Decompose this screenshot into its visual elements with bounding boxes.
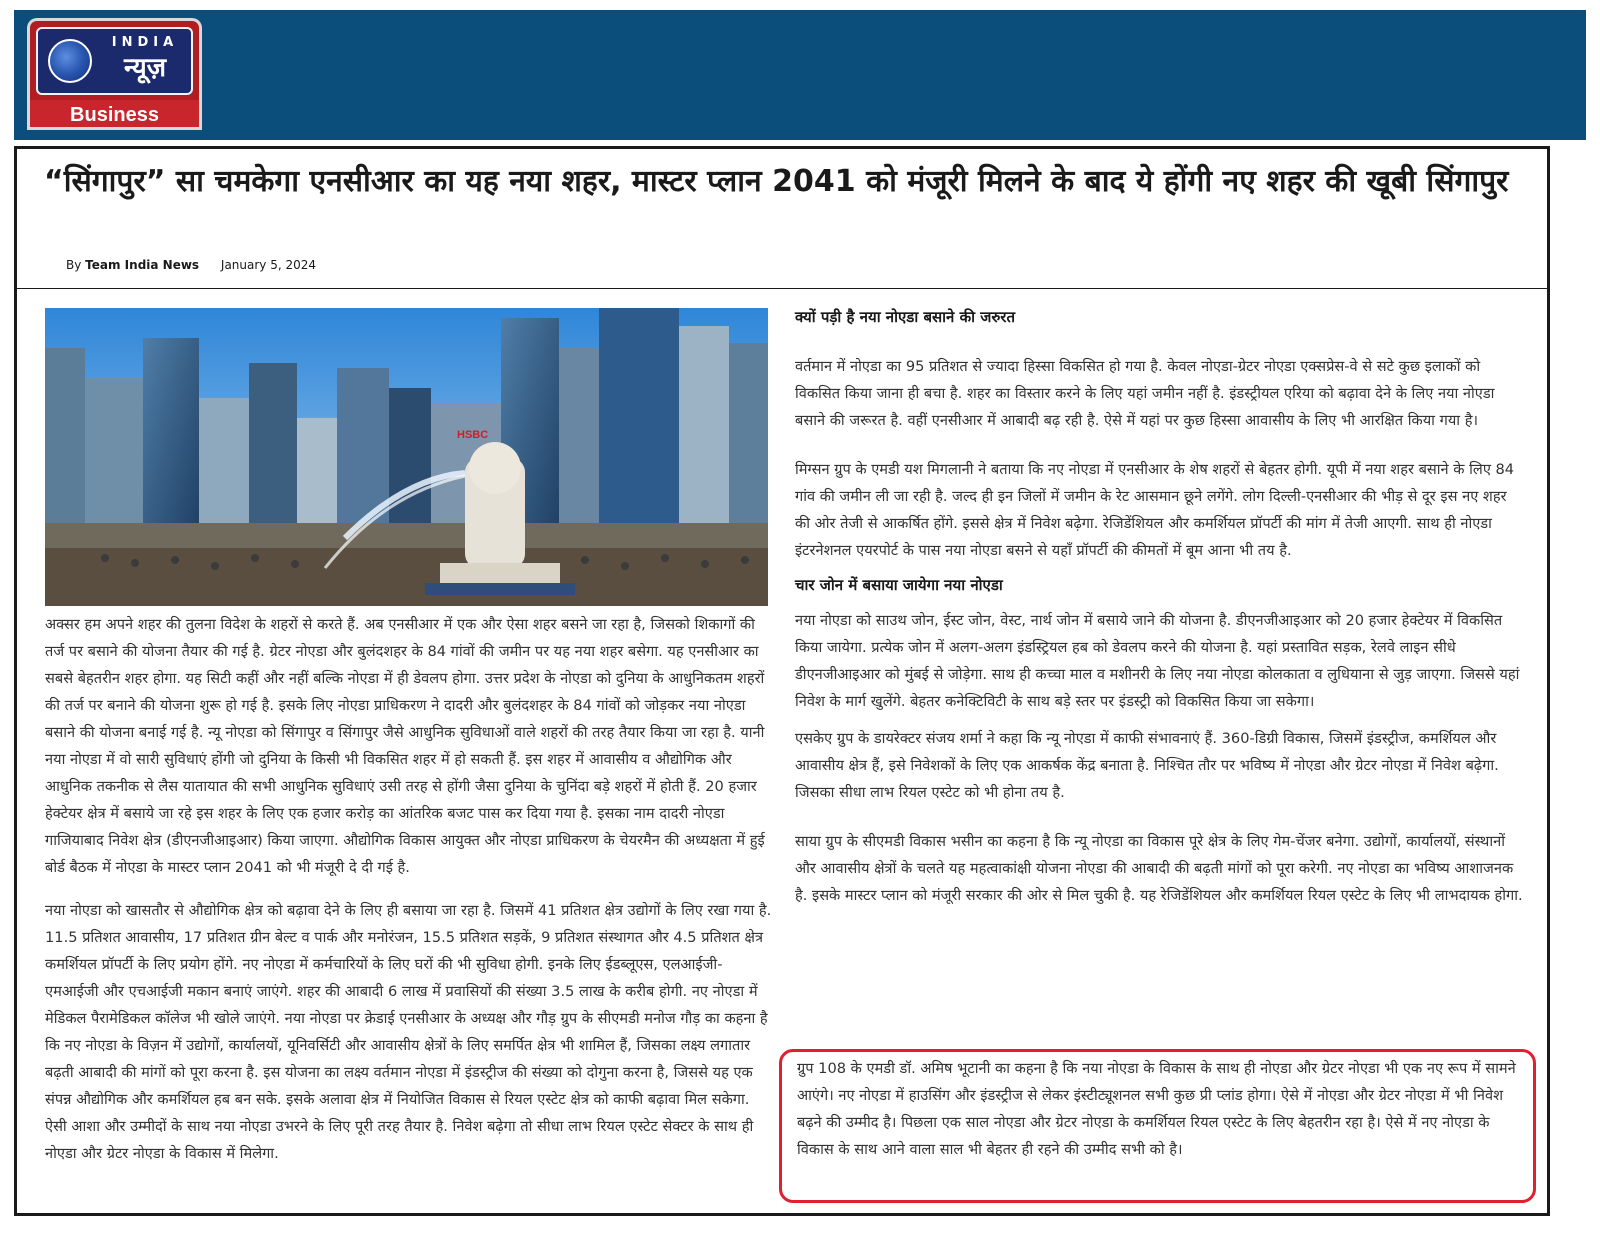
section2-paragraph-1: नया नोएडा को साउथ जोन, ईस्ट जोन, वेस्ट, नार्थ जोन में बसाये जाने की योजना है. डीएनजीआइआर को 20 हजार हेक्टेयर में विकसित किया जायेगा. प्रत्येक जोन में अलग-अलग इंडस्ट्रियल हब को डेवलप करने की योजना है. यहां प्रस्तावित सड़क, रेलवे लाइन सीधे डीएनजीआइआर को मुंबई से जोड़ेगा. साथ ही कच्चा माल व मशीनरी के लिए नया नोएडा कोलकाता व लुधियाना से जुड़ जाएगा. जिससे यहां निवेश के मार्ग खुलेंगे. बेहतर कनेक्टिविटी के साथ बड़े स्तर पर इंडस्ट्री को विकसित किया जा सकेगा।: [795, 612, 1520, 710]
title-divider: [14, 288, 1550, 289]
building-sign: HSBC: [457, 429, 489, 441]
skyline-illustration: [45, 308, 768, 606]
article-title: “सिंगापुर” सा चमकेगा एनसीआर का यह नया शहर, मास्टर प्लान 2041 को मंजूरी मिलने के बाद ये होंगी नए शहर की खूबी सिंगापुर: [44, 164, 1509, 199]
section-heading-four-zones: चार जोन में बसाया जायेगा नया नोएडा: [795, 576, 1003, 594]
left-paragraph: नया नोएडा को खासतौर से औद्योगिक क्षेत्र को बढ़ावा देने के लिए ही बसाया जा रहा है. जिसमें 41 प्रतिशत क्षेत्र उद्योगों के लिए रखा गया है. 11.5 प्रतिशत आवासीय, 17 प्रतिशत ग्रीन बेल्ट व पार्क और मनोरंजन, 15.5 प्रतिशत सड़कें, 9 प्रतिशत संस्थागत और 4.5 प्रतिशत क्षेत्र कमर्शियल प्रॉपर्टी के लिए प्रयोग होंगे. नए नोएडा में कर्मचारियों के लिए घरों की भी सुविधा होगी. इनके लिए ईडब्लूएस, एलआईजी-एमआईजी और एचआईजी मकान बनाएं जाएंगे. शहर की आबादी 6 लाख में प्रवासियों की संख्या 3.5 लाख के करीब होगी. नए नोएडा में मेडिकल पैरामेडिकल कॉलेज भी खोले जाएंगे. नया नोएडा पर क्रेडाई एनसीआर के अध्यक्ष और गौड़ ग्रुप के सीएमडी मनोज गौड़ का कहना है कि नए नोएडा के विज़न में उद्योगों, कार्यालयों, यूनिवर्सिटी और आवासीय क्षेत्रों के लिए समर्पित क्षेत्र भी शामिल हैं, जिसका लक्ष्य लगातार बढ़ती आबादी की मांगों को पूरा करना है. इस योजना का लक्ष्य वर्तमान नोएडा में इंडस्ट्रीज की संख्या को दोगुना करना है, जिससे यह एक संपन्न औद्योगिक और कमर्शियल हब बन सके. इसके अलावा क्षेत्र में नियोजित विकास से रियल एस्टेट क्षेत्र को काफी बढ़ावा मिल सकेगा. ऐसी आशा और उम्मीदों के साथ नया नोएडा उभरने के लिए पूरी तरह तैयार है. निवेश बढ़ेगा तो सीधा लाभ रियल एस्टेट सेक्टर के साथ ही नोएडा और ग्रेटर नोएडा के विकास में मिलेगा.: [45, 902, 772, 1162]
highlight-quote-text: ग्रुप 108 के एमडी डॉ. अमिष भूटानी का कहना है कि नया नोएडा के विकास के साथ ही नोएडा और ग्रेटर नोएडा भी एक नए रूप में सामने आएंगे। नए नोएडा में हाउसिंग और इंडस्ट्रीज से लेकर इंस्टीट्यूशनल सभी कुछ प्री प्लांड होगा। ऐसे में नोएडा और ग्रेटर नोएडा में भी निवेश बढ़ने की उम्मीद है। पिछला एक साल नोएडा और ग्रेटर नोएडा के कमर्शियल रियल एस्टेट के लिए बेहतरीन रहा है। ऐसे में नए नोएडा के विकास के साथ आने वाला साल भी बेहतर ही रहने की उम्मीद सभी को है।: [797, 1060, 1516, 1158]
logo-inner-panel: [36, 27, 193, 95]
india-news-business-logo[interactable]: [27, 18, 202, 130]
left-column: [45, 611, 773, 1167]
singapore-skyline-image: [45, 308, 768, 606]
logo-india-text: INDIA: [111, 35, 179, 50]
byline: [66, 258, 316, 272]
logo-section-text: Business: [27, 100, 202, 130]
globe-icon: [48, 39, 92, 83]
logo-top-panel: [27, 18, 202, 100]
author-link[interactable]: Team India News: [85, 258, 200, 272]
left-paragraph: अक्सर हम अपने शहर की तुलना विदेश के शहरों से करते हैं. अब एनसीआर में एक और ऐसा शहर बसने जा रहा है, जिसको शिकागों की तर्ज पर बसाने की योजना तैयार की गई है. ग्रेटर नोएडा और बुलंदशहर के 84 गांवों की जमीन पर यह नया शहर बसेगा. यह एनसीआर का सबसे बेहतरीन शहर होगा. यह सिटी कहीं और नहीं बल्कि नोएडा में ही डेवलप होगा. उत्तर प्रदेश के नोएडा को दुनिया के आधुनिकतम शहरों की तर्ज पर बनाने की योजना शुरू हो गई है. इसके लिए नोएडा प्राधिकरण ने दादरी और बुलंदशहर के 84 गांवों को जोड़कर नया नोएडा बसाने की योजना बनाई गई है. न्यू नोएडा को सिंगापुर व सिंगापुर जैसे आधुनिक सुविधाओं वाले शहरों की तरह तैयार किया जा रहा है. यानी नया नोएडा में वो सारी सुविधाएं होंगी जो दुनिया के किसी भी विकसित शहर में हो सकती हैं. इस शहर में आवासीय व औद्योगिक और आधुनिक तकनीक से लैस यातायात की सभी आधुनिक सुविधाएं उसी तरह से होंगी जैसा दुनिया के चुनिंदा बड़े शहरों में होती हैं. 20 हजार हेक्टेयर क्षेत्र में बसाये जा रहे इस शहर के लिए एक हजार करोड़ का आंतरिक बजट पास कर दिया गया है. इसका नाम दादरी नोएडा गाजियाबाद निवेश क्षेत्र (डीएनजीआइआर) किया जाएगा. औद्योगिक विकास आयुक्त और नोएडा प्राधिकरण के चेयरमैन की अध्यक्षता में हुई बोर्ड बैठक में नोएडा के मास्टर प्लान 2041 को भी मंजूरी दे दी गई है.: [45, 616, 765, 876]
site-header: [14, 10, 1586, 140]
section1-paragraph-1: वर्तमान में नोएडा का 95 प्रतिशत से ज्यादा हिस्सा विकसित हो गया है. केवल नोएडा-ग्रेटर नोएडा एक्सप्रेस-वे से सटे कुछ इलाकों को विकसित किया जाना ही बचा है. शहर का विस्तार करने के लिए यहां जमीन नहीं है. इंडस्ट्रीयल एरिया को बढ़ावा देने के लिए नया नोएडा बसाने की जरूरत है. वहीं एनसीआर में आबादी बढ़ रही है. ऐसे में यहां पर कुछ हिस्सा आवासीय के लिए भी आरक्षित किया गया है।: [795, 358, 1495, 429]
section-heading-why-new-noida: क्यों पड़ी है नया नोएडा बसाने की जरुरत: [795, 308, 1015, 326]
section2-paragraph-2: एसकेए ग्रुप के डायरेक्टर संजय शर्मा ने कहा कि न्यू नोएडा में काफी संभावनाएं हैं. 360-डिग्री विकास, जिसमें इंडस्ट्रीज, कमर्शियल और आवासीय क्षेत्र हैं, इसे निवेशकों के लिए एक आकर्षक केंद्र बनाता है. निश्चित तौर पर भविष्य में नोएडा और ग्रेटर नोएडा में निवेश बढ़ेगा. जिसका सीधा लाभ रियल एस्टेट को भी होना तय है.: [795, 730, 1499, 801]
right-column: [795, 304, 1523, 909]
section1-paragraph-2: मिग्सन ग्रुप के एमडी यश मिगलानी ने बताया कि नए नोएडा में एनसीआर के शेष शहरों से बेहतर होगी. यूपी में नया शहर बसाने के लिए 84 गांव की जमीन ली जा रही है. जल्द ही इन जिलों में जमीन के रेट आसमान छूने लगेंगे. लोग दिल्ली-एनसीआर की भीड़ से दूर इस नए शहर की ओर तेजी से आकर्षित होंगे. इससे क्षेत्र में निवेश बढ़ेगा. रेजिडेंशियल और कमर्शियल प्रॉपर्टी की मांग में तेजी आएगी. साथ ही नोएडा इंटरनेशनल एयरपोर्ट के पास नया नोएडा बसने से यहाँ प्रॉपर्टी की कीमतों में बूम आना भी तय है.: [795, 461, 1515, 559]
logo-news-text: न्यूज़: [123, 53, 167, 83]
publish-date: January 5, 2024: [220, 258, 317, 272]
byline-prefix: By: [66, 258, 82, 272]
section2-paragraph-3: साया ग्रुप के सीएमडी विकास भसीन का कहना है कि न्यू नोएडा का विकास पूरे क्षेत्र के लिए गेम-चेंजर बनेगा. उद्योगों, कार्यालयों, संस्थानों और आवासीय क्षेत्रों के चलते यह महत्वाकांक्षी योजना नोएडा की आबादी की बढ़ती मांगों को पूरा करेगी. नए नोएडा का भविष्य आशाजनक है. इसके मास्टर प्लान को मंजूरी सरकार की ओर से मिल चुकी है. यह रेजिडेंशियल और कमर्शियल रियल एस्टेट के लिए भी लाभदायक होगा.: [795, 833, 1523, 904]
